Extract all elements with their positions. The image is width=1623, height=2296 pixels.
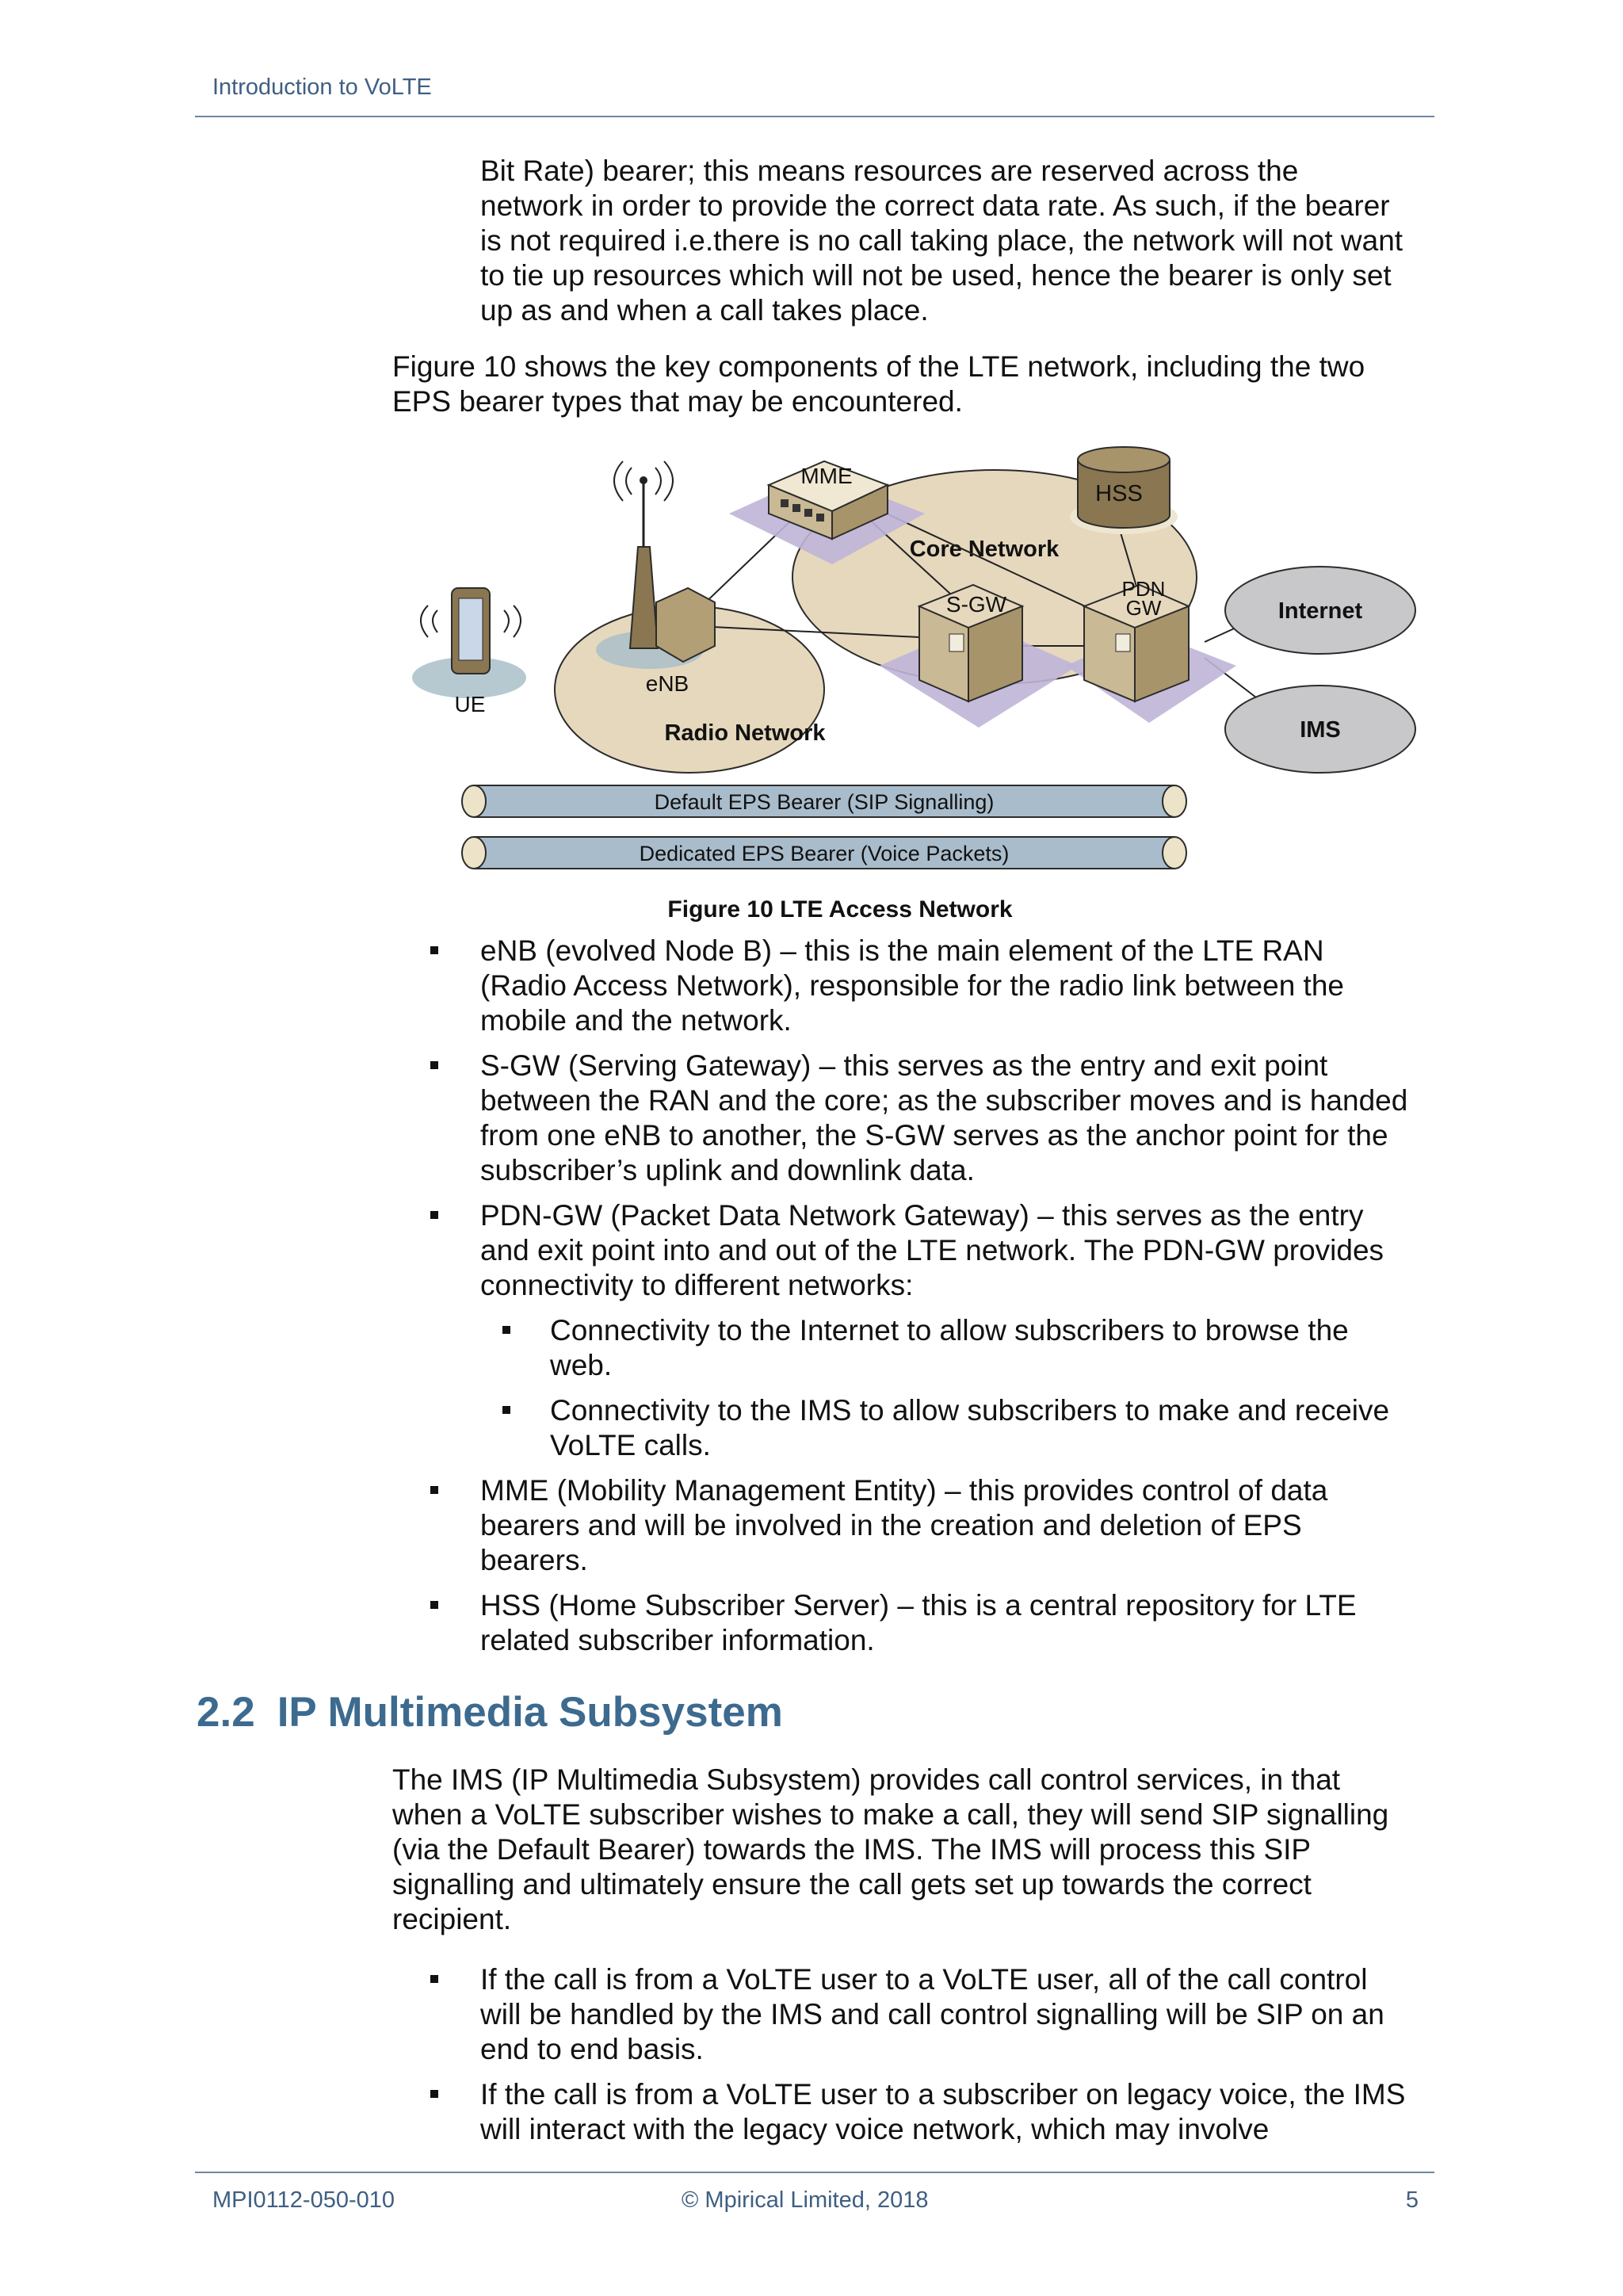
section-title-text: IP Multimedia Subsystem <box>277 1689 783 1736</box>
text-line: bearers and will be involved in the creation and deletion of EPS <box>480 1509 1302 1541</box>
bullet-marker-icon <box>430 1975 438 1983</box>
pdn-gw-label-line1: PDN <box>1121 577 1166 601</box>
text-line: VoLTE calls. <box>550 1429 711 1461</box>
list-item <box>480 1393 1450 1463</box>
text-line: If the call is from a VoLTE user to a VoLTE user, all of the call control <box>480 1963 1368 1996</box>
footer-doc-id: MPI0112-050-010 <box>212 2187 395 2213</box>
section-heading <box>197 1688 783 1736</box>
list-item <box>428 2077 1450 2147</box>
figure-intro-paragraph <box>392 350 1365 419</box>
text-line: subscriber’s uplink and downlink data. <box>480 1154 975 1186</box>
internet-label: Internet <box>1277 598 1363 624</box>
bullet-marker-icon <box>430 2090 438 2098</box>
text-line: between the RAN and the core; as the subscriber moves and is handed <box>480 1084 1408 1117</box>
page-number: 5 <box>1405 2187 1419 2213</box>
ims-label: IMS <box>1300 717 1341 743</box>
text-line: to tie up resources which will not be used, hence the bearer is only set <box>480 259 1392 292</box>
default-bearer-label: Default EPS Bearer (SIP Signalling) <box>654 790 995 814</box>
text-line: signalling and ultimately ensure the call gets set up towards the correct <box>392 1868 1312 1901</box>
text-line: connectivity to different networks: <box>480 1269 914 1301</box>
text-line: up as and when a call takes place. <box>480 294 929 327</box>
text-line: when a VoLTE subscriber wishes to make a call, they will send SIP signalling <box>392 1798 1389 1831</box>
bullet-marker-icon <box>430 1211 438 1219</box>
bullet-marker-icon <box>430 1601 438 1609</box>
core-network-label: Core Network <box>909 537 1060 562</box>
component-bullet-list <box>428 934 1450 1668</box>
section-paragraph <box>392 1763 1388 1937</box>
text-line: from one eNB to another, the S-GW serves as the anchor point for the <box>480 1119 1388 1152</box>
text-line: bearers. <box>480 1544 588 1576</box>
list-item <box>428 1473 1450 1578</box>
mme-label: MME <box>800 464 853 488</box>
text-line: MME (Mobility Management Entity) – this provides control of data <box>480 1474 1328 1507</box>
list-item <box>428 934 1450 1038</box>
enb-box-icon <box>656 588 715 662</box>
figure-caption: Figure 10 LTE Access Network <box>667 896 1013 923</box>
ue-label: UE <box>454 692 486 716</box>
section-number: 2.2 <box>197 1689 255 1736</box>
running-header: Introduction to VoLTE <box>212 74 432 100</box>
sub-bullet-list <box>480 1313 1450 1463</box>
text-line: If the call is from a VoLTE user to a subscriber on legacy voice, the IMS <box>480 2078 1406 2111</box>
text-line: (Radio Access Network), responsible for the radio link between the <box>480 969 1344 1002</box>
bullet-marker-icon <box>430 946 438 954</box>
default-bearer-pipe <box>462 785 1186 817</box>
text-line: eNB (evolved Node B) – this is the main element of the LTE RAN <box>480 934 1324 967</box>
footer-copyright: © Mpirical Limited, 2018 <box>682 2187 929 2213</box>
section-bullet-list <box>428 1962 1450 2157</box>
enb-label: eNB <box>645 671 689 696</box>
text-line: EPS bearer types that may be encountered. <box>392 385 963 418</box>
dedicated-bearer-label: Dedicated EPS Bearer (Voice Packets) <box>639 842 1010 865</box>
list-item <box>428 1962 1450 2067</box>
text-line: network in order to provide the correct data rate. As such, if the bearer <box>480 189 1390 222</box>
bullet-marker-icon <box>502 1326 510 1334</box>
text-line: end to end basis. <box>480 2033 704 2065</box>
list-item <box>480 1313 1450 1383</box>
footer-divider <box>195 2172 1434 2173</box>
radio-network-label: Radio Network <box>664 720 826 746</box>
hss-label: HSS <box>1095 481 1143 506</box>
text-line: will interact with the legacy voice network, which may involve <box>480 2113 1270 2145</box>
dedicated-bearer-pipe <box>462 837 1186 869</box>
text-line: HSS (Home Subscriber Server) – this is a central repository for LTE <box>480 1589 1357 1622</box>
text-line: is not required i.e.there is no call taking place, the network will not want <box>480 224 1403 257</box>
intro-paragraph <box>480 154 1403 328</box>
list-item <box>428 1049 1450 1188</box>
sgw-label: S-GW <box>945 592 1007 617</box>
lte-network-diagram <box>396 444 1442 880</box>
text-line: and exit point into and out of the LTE network. The PDN-GW provides <box>480 1234 1384 1266</box>
text-line: Connectivity to the Internet to allow subscribers to browse the <box>550 1314 1349 1347</box>
text-line: PDN-GW (Packet Data Network Gateway) – this serves as the entry <box>480 1199 1364 1232</box>
bullet-marker-icon <box>430 1061 438 1069</box>
text-line: The IMS (IP Multimedia Subsystem) provides call control services, in that <box>392 1763 1341 1796</box>
text-line: Figure 10 shows the key components of the LTE network, including the two <box>392 350 1365 383</box>
text-line: recipient. <box>392 1903 512 1935</box>
text-line: will be handled by the IMS and call control signalling will be SIP on an <box>480 1998 1384 2030</box>
list-item <box>428 1588 1450 1658</box>
text-line: Connectivity to the IMS to allow subscribers to make and receive <box>550 1394 1390 1427</box>
text-line: S-GW (Serving Gateway) – this serves as the entry and exit point <box>480 1049 1328 1082</box>
bullet-marker-icon <box>502 1406 510 1414</box>
bullet-marker-icon <box>430 1486 438 1494</box>
list-item <box>428 1198 1450 1463</box>
text-line: mobile and the network. <box>480 1004 792 1037</box>
text-line: related subscriber information. <box>480 1624 875 1656</box>
header-divider <box>195 116 1434 117</box>
text-line: (via the Default Bearer) towards the IMS. The IMS will process this SIP <box>392 1833 1312 1866</box>
pdn-gw-label-line2: GW <box>1125 596 1162 620</box>
text-line: web. <box>550 1349 613 1381</box>
text-line: Bit Rate) bearer; this means resources are reserved across the <box>480 155 1299 187</box>
antenna-tower-icon <box>630 547 658 648</box>
